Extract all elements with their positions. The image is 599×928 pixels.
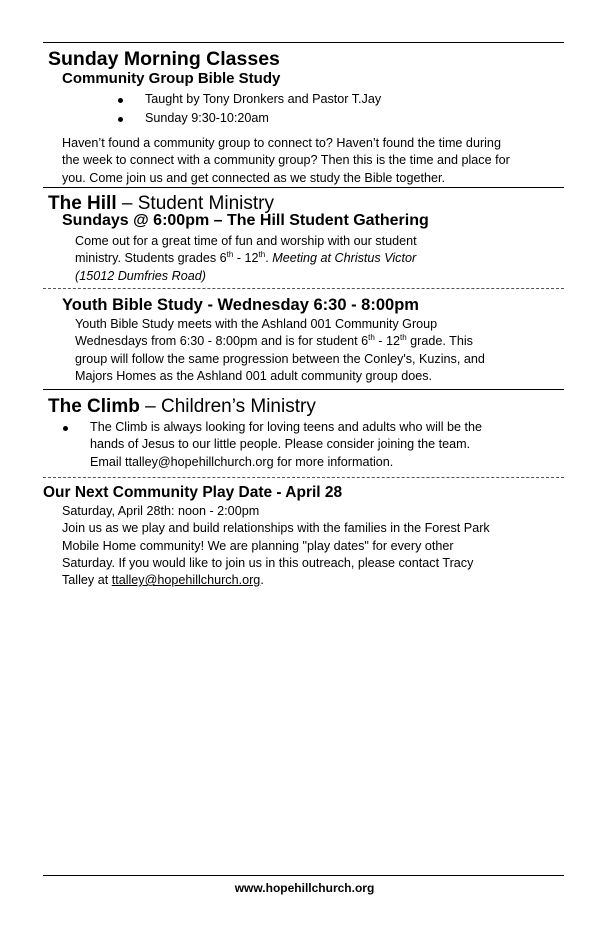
superscript: th — [258, 250, 266, 260]
hill-subtitle: Sundays @ 6:00pm – The Hill Student Gathering — [62, 212, 429, 229]
playdate-line-2: Join us as we play and build relationships with the families in the Forest Park — [62, 521, 490, 536]
youth-line-2-a: Wednesdays from 6:30 - 8:00pm and is for student 6 — [75, 334, 369, 349]
bullet-icon — [63, 426, 68, 431]
climb-paragraph — [90, 419, 482, 471]
climb-line-2: hands of Jesus to our little people. Please consider joining the team. — [90, 437, 471, 452]
hill-paragraph — [75, 233, 417, 285]
climb-line-3: Email ttalley@hopehillchurch.org for more information. — [90, 454, 394, 469]
divider — [43, 389, 564, 390]
sunday-para-line-3: you. Come join us and get connected as we study the Bible together. — [62, 170, 445, 185]
youth-title: Youth Bible Study - Wednesday 6:30 - 8:00pm — [62, 296, 419, 314]
climb-title-rest: – Children’s Ministry — [139, 396, 316, 417]
climb-title — [48, 396, 316, 418]
hill-title-bold: The Hill — [48, 193, 117, 214]
youth-paragraph — [75, 316, 485, 385]
hill-line-2 — [75, 250, 417, 267]
youth-line-1: Youth Bible Study meets with the Ashland 001 Community Group — [75, 317, 438, 331]
playdate-line-5-a: Talley at — [62, 573, 112, 588]
hill-line-2-a: ministry. Students grades 6 — [75, 251, 227, 266]
playdate-line-4: Saturday. If you would like to join us in this outreach, please contact Tracy — [62, 555, 474, 570]
divider — [43, 187, 564, 188]
dashed-divider — [43, 288, 564, 289]
youth-line-2 — [75, 333, 485, 350]
hill-line-2-b: - 12 — [233, 251, 259, 266]
youth-line-3: group will follow the same progression between the Conley's, Kuzins, and — [75, 351, 485, 366]
sunday-subtitle: Community Group Bible Study — [62, 70, 281, 87]
hill-line-2-c: . — [265, 251, 273, 266]
playdate-line-3: Mobile Home community! We are planning "play dates" for every other — [62, 538, 454, 553]
sunday-paragraph — [62, 135, 510, 187]
playdate-line-5 — [62, 572, 490, 589]
hill-title-rest: – Student Ministry — [116, 193, 274, 214]
footer-divider — [43, 875, 564, 876]
youth-line-2-b: - 12 — [374, 334, 400, 349]
sunday-title: Sunday Morning Classes — [48, 48, 280, 70]
hill-address: (15012 Dumfries Road) — [75, 268, 206, 283]
footer-url: www.hopehillchurch.org — [234, 881, 375, 895]
playdate-line-5-b: . — [260, 573, 264, 588]
youth-line-4: Majors Homes as the Ashland 001 adult community group does. — [75, 368, 433, 383]
playdate-date: Saturday, April 28th: noon - 2:00pm — [62, 504, 260, 518]
superscript: th — [399, 333, 407, 343]
sunday-para-line-2: the week to connect with a community group? Then this is the time and place for — [62, 153, 510, 168]
superscript: th — [368, 333, 375, 343]
email-link[interactable]: ttalley@hopehillchurch.org — [111, 573, 261, 588]
dashed-divider — [43, 477, 564, 478]
bullet-icon — [118, 98, 123, 103]
hill-meeting-place: Meeting at Christus Victor — [272, 251, 417, 266]
bullet-icon — [118, 117, 123, 122]
superscript: th — [226, 250, 234, 260]
top-divider — [43, 42, 564, 43]
sunday-bullet-1: Taught by Tony Dronkers and Pastor T.Jay — [145, 92, 382, 106]
climb-line-1: The Climb is always looking for loving teens and adults who will be the — [90, 420, 483, 434]
climb-title-bold: The Climb — [48, 396, 140, 417]
sunday-para-line-1: Haven’t found a community group to connect to? Haven’t found the time during — [62, 136, 501, 150]
playdate-paragraph — [62, 503, 490, 589]
hill-line-1: Come out for a great time of fun and worship with our student — [75, 234, 417, 248]
youth-line-2-c: grade. This — [406, 334, 473, 349]
playdate-title: Our Next Community Play Date - April 28 — [43, 484, 343, 501]
sunday-bullet-2: Sunday 9:30-10:20am — [145, 111, 269, 125]
